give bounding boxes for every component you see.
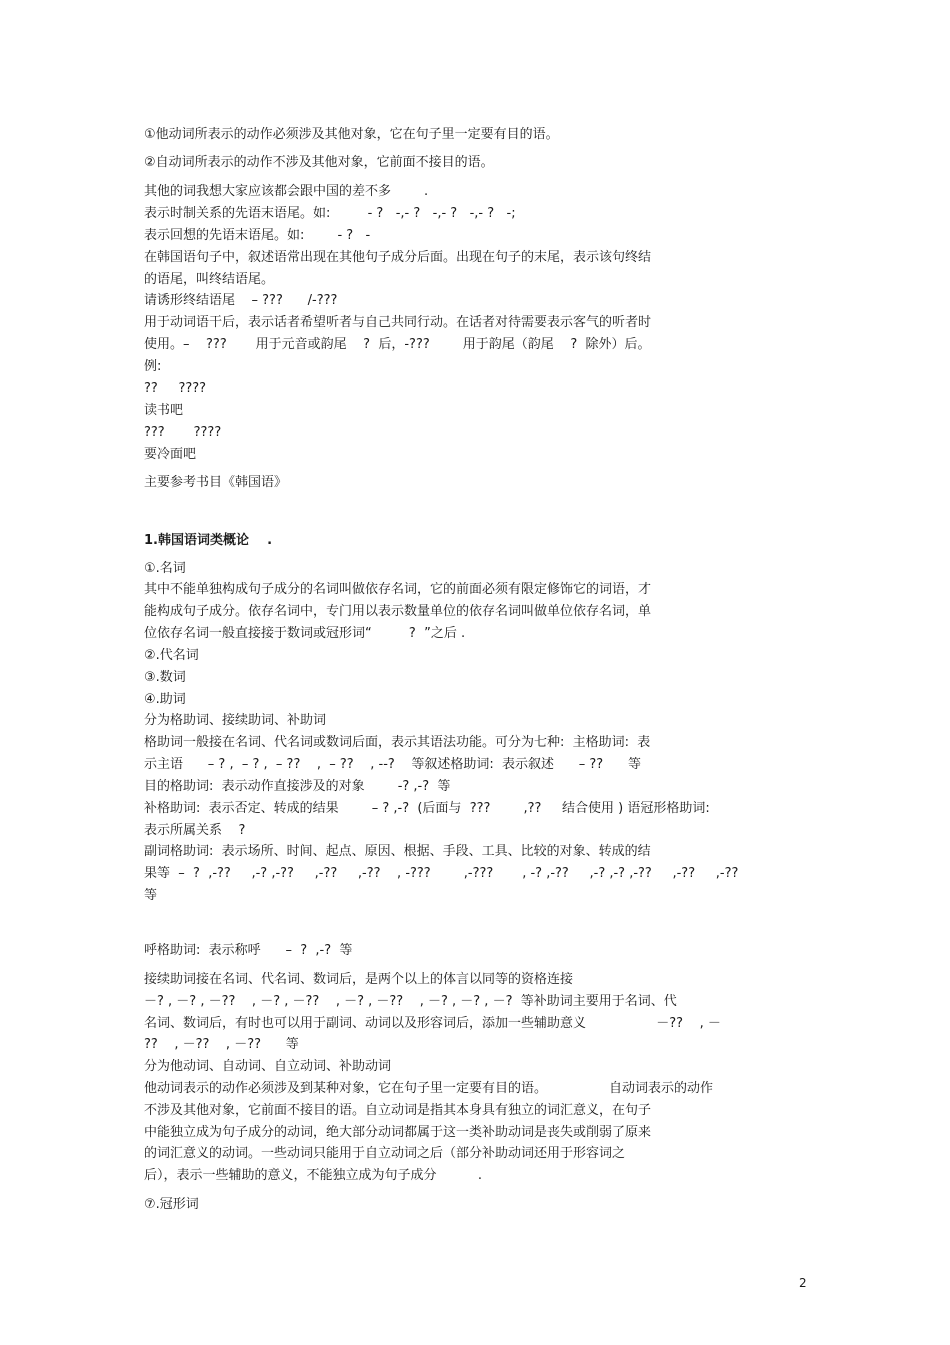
text-line: 格助词一般接在名词、代名词或数词后面，表示其语法功能。可分为七种: 主格助词: 表 (144, 735, 651, 750)
text-line: 中能独立成为句子成分的动词，绝大部分动词都属于这一类补助动词是丧失或削弱了原来 (144, 1125, 652, 1140)
text-line: 的语尾，叫终结语尾。 (144, 272, 275, 287)
text-line: 果等 – ? ,-?? ,-? ,-?? ,-?? ,-?? , -??? ,-??? , -? ,-?? ,-? ,-? ,-?? ,-?? ,-?? (144, 866, 739, 881)
text-line: 要冷面吧 (144, 447, 197, 462)
text-line: ①他动词所表示的动作必须涉及其他对象，它在句子里一定要有目的语。 (144, 127, 559, 142)
text-line: ?? , －?? , －?? 等 (144, 1037, 299, 1052)
text-line: 分为他动词、自动词、自立动词、补助动词 (144, 1059, 392, 1074)
text-line: 不涉及其他对象，它前面不接目的语。自立动词是指其本身具有独立的词汇意义，在句子 (144, 1103, 652, 1118)
text-line: ④.助词 (144, 692, 186, 707)
text-line: 呼格助词: 表示称呼 – ? ,-? 等 (144, 943, 353, 958)
text-line: ①.名词 (144, 561, 186, 576)
text-line: 表示时制关系的先语末语尾。如: - ? -,- ? -,- ? -,- ? -; (144, 206, 516, 221)
text-line: ②.代名词 (144, 648, 199, 663)
text-line: 示主语 – ? , – ? , – ?? , – ?? , --? 等叙述格助词: 表示叙述 – ?? 等 (144, 757, 641, 772)
text-line: 名词、数词后，有时也可以用于副词、动词以及形容词后，添加一些辅助意义 －?? , － (144, 1016, 721, 1031)
section-heading: 1.韩国语词类概论 . (144, 533, 273, 548)
text-line: 补格助词: 表示否定、转成的结果 – ? ,-? (后面与 ??? ,?? 结合使用 ) 语冠形格助词: (144, 801, 710, 816)
text-line: 他动词表示的动作必须涉及到某种对象，它在句子里一定要有目的语。 自动词表示的动作 (144, 1081, 713, 1096)
text-line: 目的格助词: 表示动作直接涉及的对象 -? ,-? 等 (144, 779, 451, 794)
text-line: 后），表示一些辅助的意义，不能独立成为句子成分 . (144, 1168, 482, 1183)
text-line: 其中不能单独构成句子成分的名词叫做依存名词，它的前面必须有限定修饰它的词语，才 (144, 582, 652, 597)
text-line: ??? ???? (144, 425, 222, 440)
text-line: 分为格助词、接续助词、补助词 (144, 713, 327, 728)
text-line: 在韩国语句子中，叙述语常出现在其他句子成分后面。出现在句子的末尾，表示该句终结 (144, 250, 652, 265)
text-line: ③.数词 (144, 670, 186, 685)
text-line: ?? ???? (144, 381, 207, 396)
text-line: 表示回想的先语末语尾。如: - ? - (144, 228, 371, 243)
text-line: 请诱形终结语尾 – ??? /-??? (144, 293, 338, 308)
text-line: 表示所属关系 ? (144, 823, 246, 838)
text-line: ⑦.冠形词 (144, 1197, 199, 1212)
text-line: 例: (144, 359, 162, 374)
text-line: 等 (144, 888, 158, 903)
text-line: 能构成句子成分。依存名词中，专门用以表示数量单位的依存名词叫做单位依存名词，单 (144, 604, 652, 619)
text-line: 接续助词接在名词、代名词、数词后，是两个以上的体言以同等的资格连接 (144, 972, 574, 987)
text-line: 位依存名词一般直接接于数词或冠形词“ ? ”之后 . (144, 626, 466, 641)
text-line: 主要参考书目《韩国语》 (144, 475, 288, 490)
text-line: ②自动词所表示的动作不涉及其他对象，它前面不接目的语。 (144, 155, 494, 170)
text-line: 其他的词我想大家应该都会跟中国的差不多 . (144, 184, 429, 199)
text-line: －? , －? , －?? , －? , －?? , －? , －?? , －? , －? , －? 等补助词主要用于名词、代 (144, 994, 677, 1009)
text-line: 副词格助词: 表示场所、时间、起点、原因、根据、手段、工具、比较的对象、转成的结 (144, 844, 651, 859)
text-line: 的词汇意义的动词。一些动词只能用于自立动词之后（部分补助动词还用于形容词之 (144, 1146, 626, 1161)
text-line: 读书吧 (144, 403, 184, 418)
text-line: 用于动词语干后，表示话者希望听者与自己共同行动。在话者对待需要表示客气的听者时 (144, 315, 652, 330)
text-line: 使用。– ??? 用于元音或韵尾 ? 后，-??? 用于韵尾（韵尾 ? 除外）后。 (144, 337, 651, 352)
page-number: 2 (799, 1276, 807, 1290)
